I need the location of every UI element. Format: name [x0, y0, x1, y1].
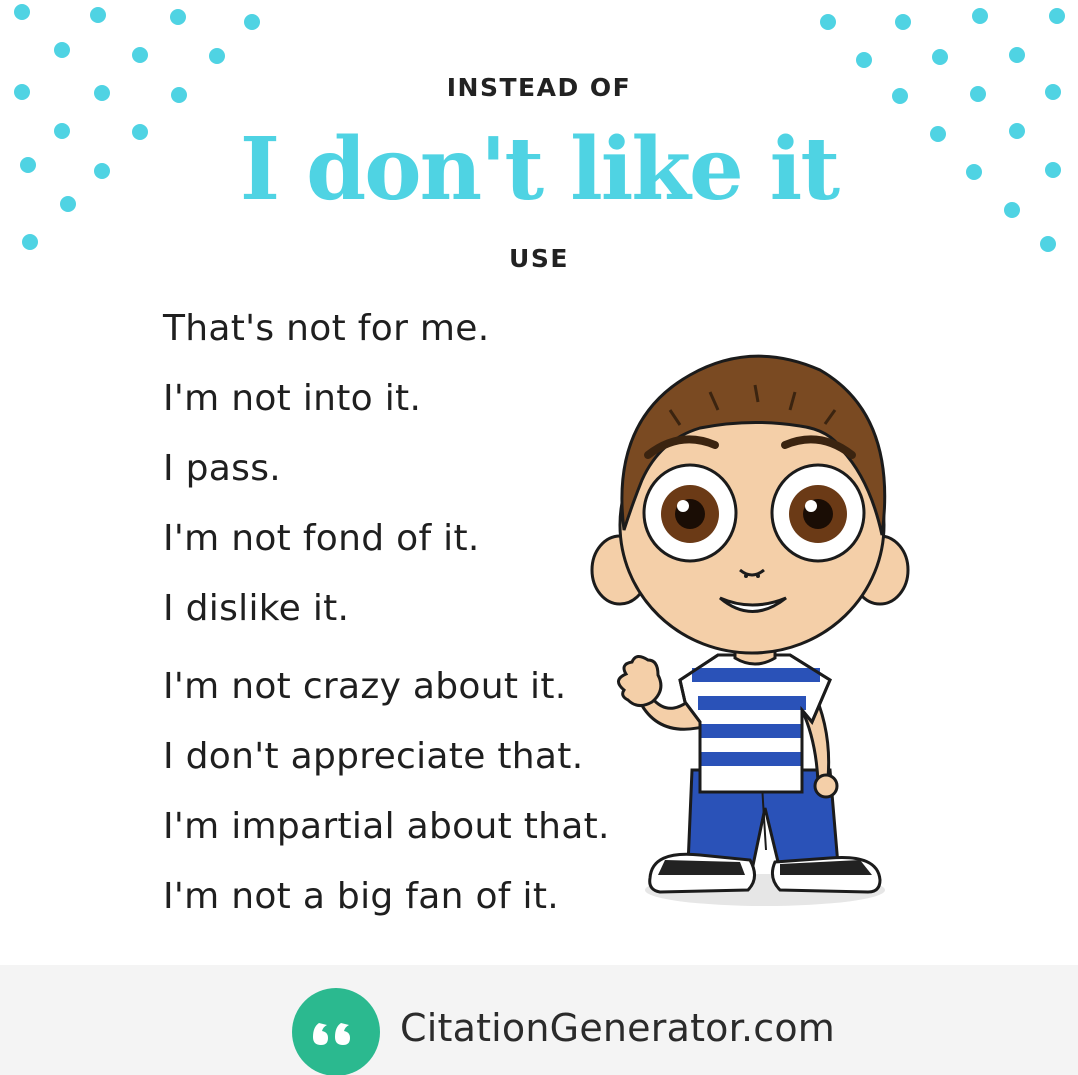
phrase-item: I dislike it.	[163, 588, 350, 629]
use-label: USE	[509, 244, 569, 273]
footer-bar	[0, 965, 1078, 1075]
phrase-item: That's not for me.	[163, 308, 490, 349]
phrase-item: I don't appreciate that.	[163, 736, 584, 777]
phrase-item: I pass.	[163, 448, 282, 489]
quote-icon	[291, 987, 381, 1075]
phrase-item: I'm not a big fan of it.	[163, 876, 559, 917]
phrase-item: I'm not crazy about it.	[163, 666, 567, 707]
instead-of-label: INSTEAD OF	[446, 73, 632, 102]
phrase-item: I'm not fond of it.	[163, 518, 480, 559]
phrase-item: I'm not into it.	[163, 378, 422, 419]
page-title: I don't like it	[239, 119, 839, 220]
brand-name: CitationGenerator.com	[400, 1006, 835, 1050]
cartoon-boy-illustration	[580, 330, 920, 920]
phrase-item: I'm impartial about that.	[163, 806, 610, 847]
